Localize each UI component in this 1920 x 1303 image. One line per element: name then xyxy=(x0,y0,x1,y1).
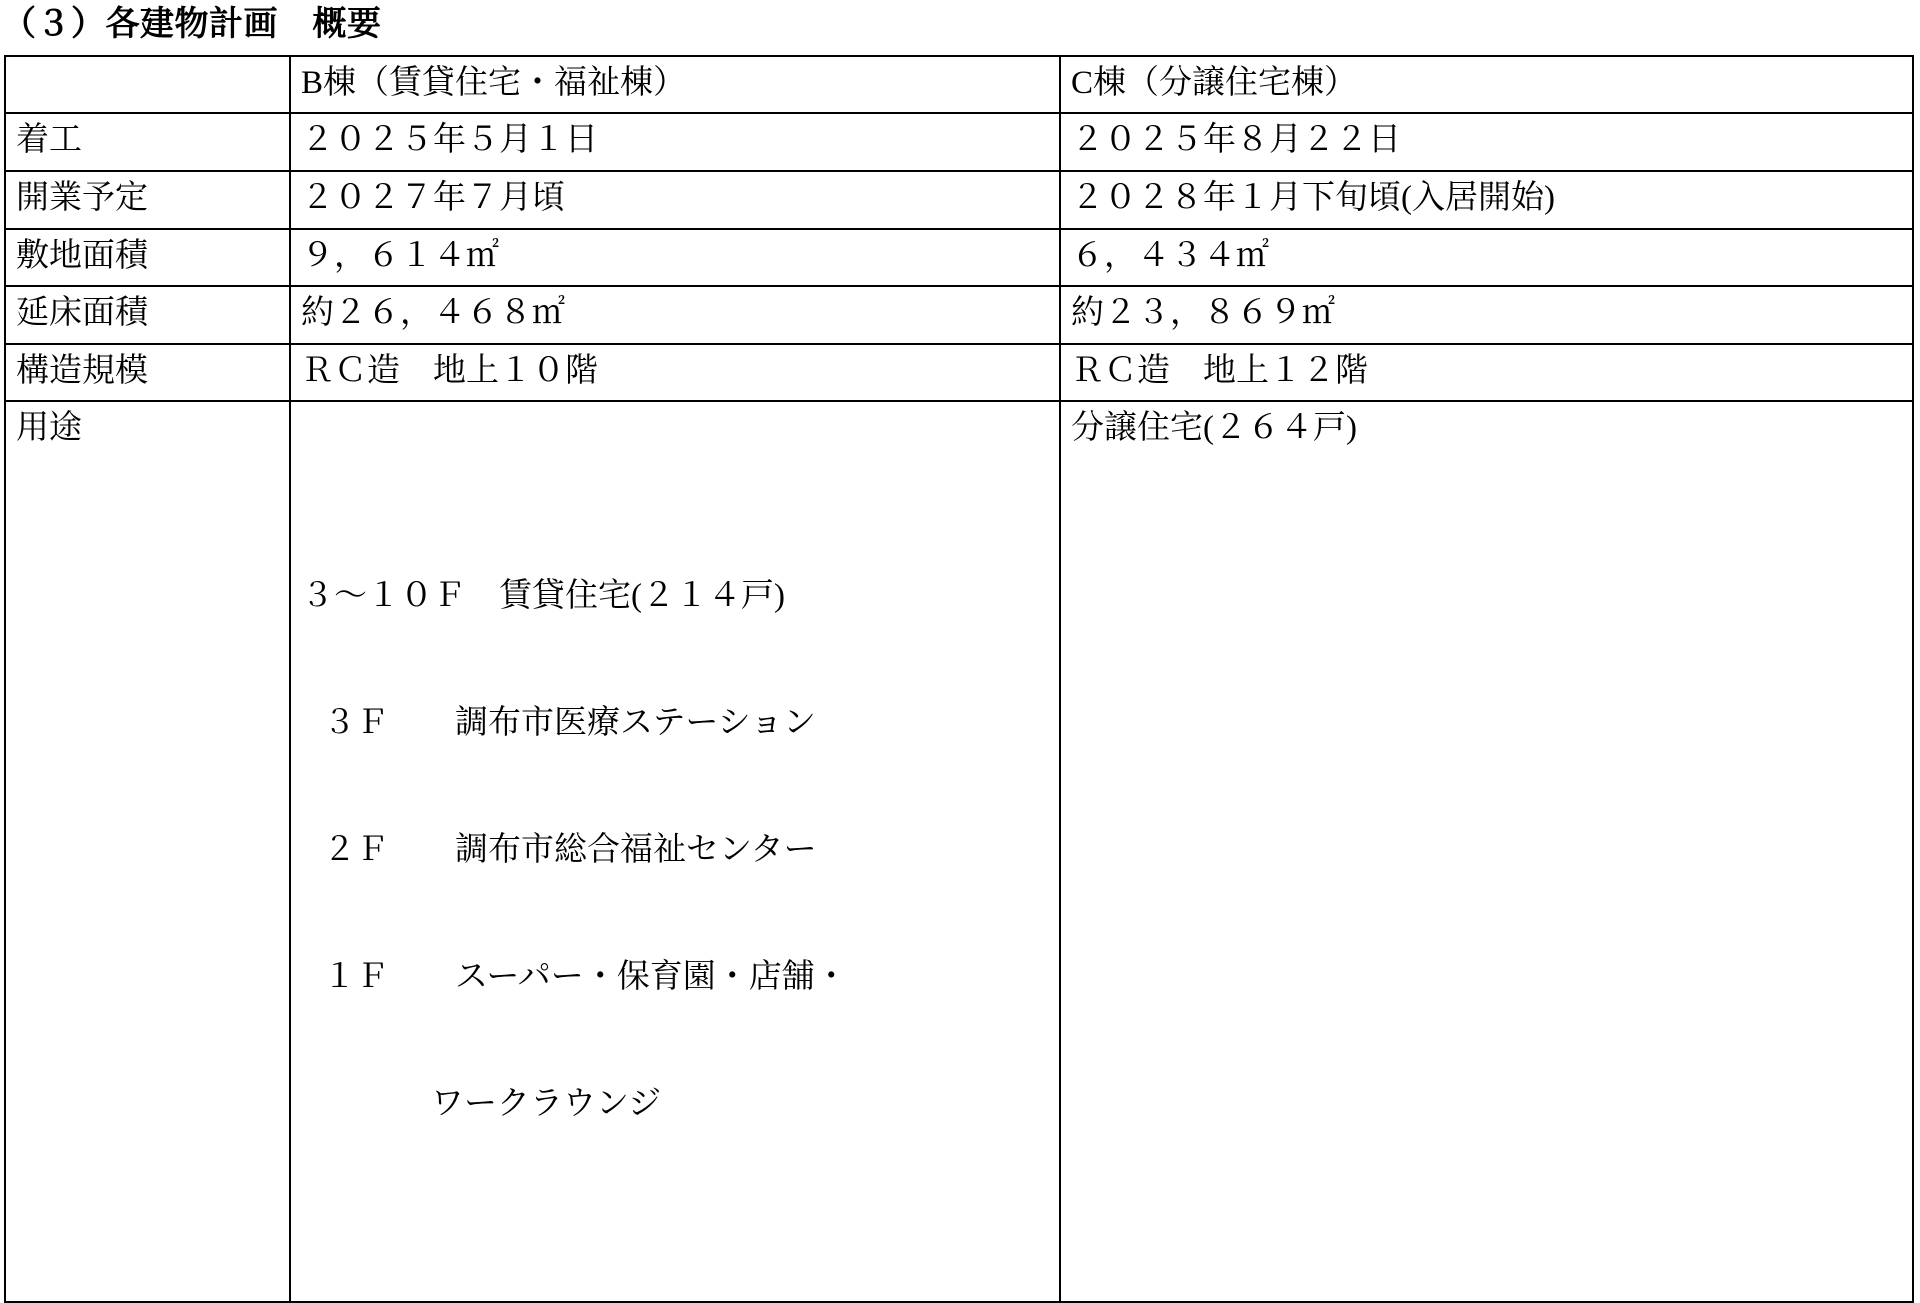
usage-line: ２Ｆ 調布市総合福祉センター xyxy=(323,831,817,868)
table-row xyxy=(5,229,1913,287)
cell-b-total-floor-area: 約２６，４６８㎡ xyxy=(290,286,1060,344)
cell-b-opening-schedule: ２０２７年７月頃 xyxy=(290,171,1060,229)
usage-line: ３～１０Ｆ 賃貸住宅(２１４戸) xyxy=(301,577,785,614)
row-label-opening-schedule: 開業予定 xyxy=(5,171,290,229)
cell-b-structure-scale: ＲＣ造 地上１０階 xyxy=(290,344,1060,402)
cell-b-usage xyxy=(290,401,1060,1302)
cell-c-usage: 分譲住宅(２６４戸) xyxy=(1060,401,1913,1302)
table-row xyxy=(5,401,1913,1302)
table-row xyxy=(5,344,1913,402)
cell-c-site-area: ６，４３４㎡ xyxy=(1060,229,1913,287)
table-row xyxy=(5,113,1913,171)
table-header-blank xyxy=(5,56,290,114)
table-row xyxy=(5,286,1913,344)
building-plan-table xyxy=(4,55,1914,1303)
cell-c-structure-scale: ＲＣ造 地上１２階 xyxy=(1060,344,1913,402)
table-header-row xyxy=(5,56,1913,114)
table-header-building-c: C棟（分譲住宅棟） xyxy=(1060,56,1913,114)
table-header-building-b: B棟（賃貸住宅・福祉棟） xyxy=(290,56,1060,114)
usage-line: ３Ｆ 調布市医療ステーション xyxy=(323,704,817,741)
document-page xyxy=(0,4,1920,1122)
row-label-total-floor-area: 延床面積 xyxy=(5,286,290,344)
usage-line: ワークラウンジ xyxy=(431,1085,662,1122)
usage-line: １Ｆ スーパー・保育園・店舗・ xyxy=(323,958,848,995)
cell-b-site-area: ９，６１４㎡ xyxy=(290,229,1060,287)
cell-c-total-floor-area: 約２３，８６９㎡ xyxy=(1060,286,1913,344)
cell-b-start-of-construction: ２０２５年５月１日 xyxy=(290,113,1060,171)
row-label-site-area: 敷地面積 xyxy=(5,229,290,287)
cell-c-start-of-construction: ２０２５年８月２２日 xyxy=(1060,113,1913,171)
page-title: （３）各建物計画 概要 xyxy=(2,5,382,43)
row-label-usage: 用途 xyxy=(5,401,290,1302)
usage-line-list xyxy=(301,491,1049,1209)
row-label-structure-scale: 構造規模 xyxy=(5,344,290,402)
table-row xyxy=(5,171,1913,229)
row-label-start-of-construction: 着工 xyxy=(5,113,290,171)
cell-c-opening-schedule: ２０２８年１月下旬頃(入居開始) xyxy=(1060,171,1913,229)
